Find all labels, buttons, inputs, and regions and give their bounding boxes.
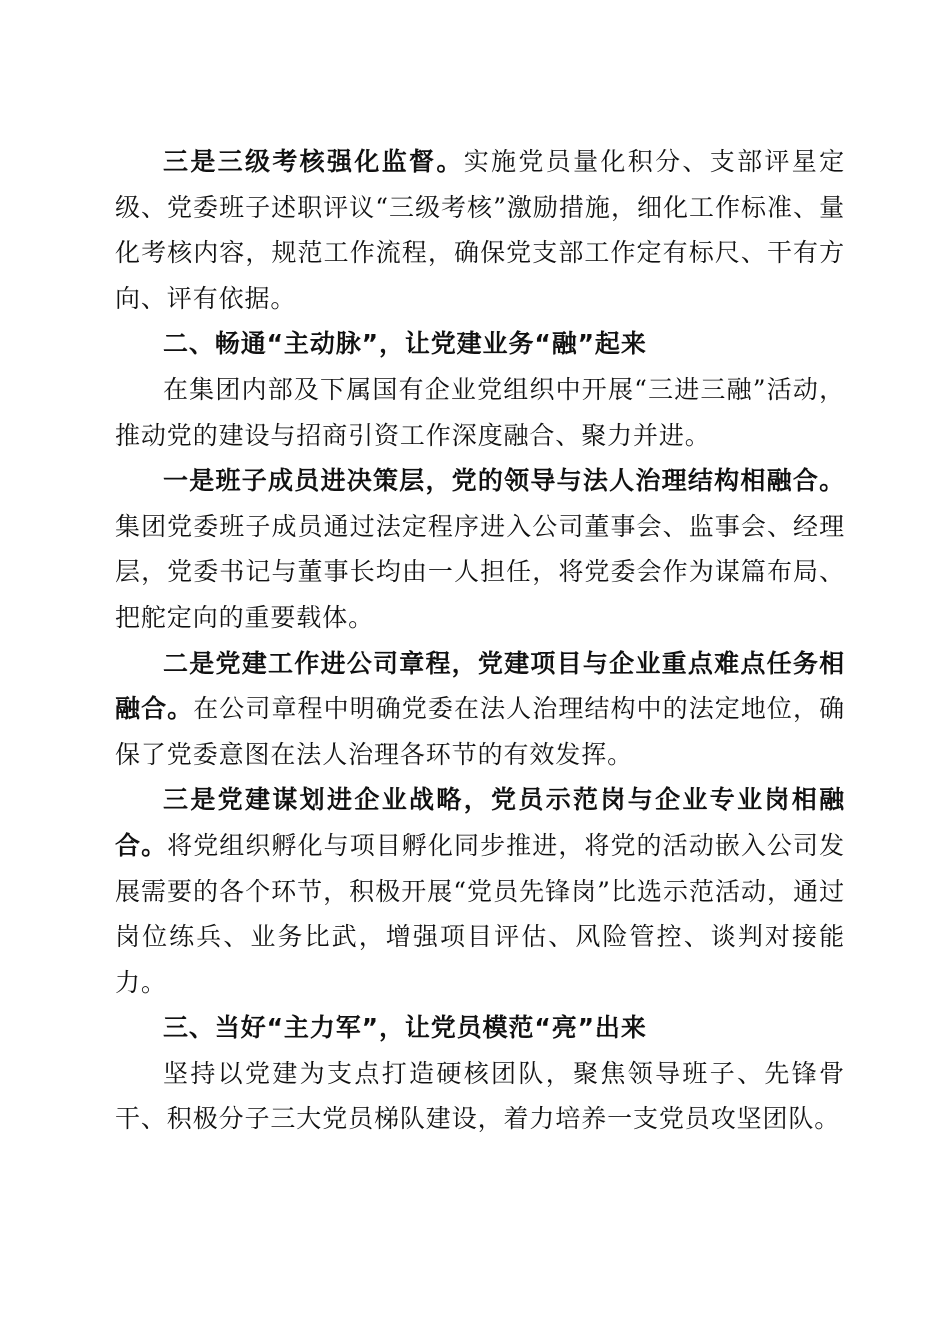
paragraph-body: 实施党员量化积分、支部评星定级、党委班子述职评议“三级考核”激励措施，细化工作标准、量化考核内容，规范工作流程，确保党支部工作定有标尺、干有方向、评有依据。	[115, 147, 845, 313]
document-body	[115, 139, 845, 1142]
paragraph-hardcore-team	[115, 1051, 845, 1142]
paragraph-three-level-assessment	[115, 139, 845, 321]
paragraph-lead: 三是三级考核强化监督。	[163, 147, 464, 176]
section-heading-three: 三、当好“主力军”，让党员模范“亮”出来	[163, 1013, 647, 1043]
paragraph-body: 在集团内部及下属国有企业党组织中开展“三进三融”活动，推动党的建设与招商引资工作深度融合、聚力并进。	[115, 374, 845, 450]
section-heading-two: 二、畅通“主动脉”，让党建业务“融”起来	[163, 329, 647, 359]
paragraph-body: 坚持以党建为支点打造硬核团队，聚焦领导班子、先锋骨干、积极分子三大党员梯队建设，着力培养一支党员攻坚团队。	[115, 1058, 845, 1134]
paragraph-lead: 一是班子成员进决策层，党的领导与法人治理结构相融合。	[163, 466, 845, 496]
paragraph-decision-layer	[115, 458, 845, 640]
paragraph-body: 将党组织孵化与项目孵化同步推进，将党的活动嵌入公司发展需要的各个环节，积极开展“党员先锋岗”比选示范活动，通过岗位练兵、业务比武，增强项目评估、风险管控、谈判对接能力。	[115, 830, 845, 997]
paragraph-three-in-three-fusion	[115, 367, 845, 458]
paragraph-body: 在公司章程中明确党委在法人治理结构中的法定地位，确保了党委意图在法人治理各环节的有效发挥。	[115, 694, 845, 769]
paragraph-lead: 二是党建工作进公司章程，党建项目与企业重点难点任务相融合。	[115, 648, 845, 724]
paragraph-company-charter	[115, 641, 845, 778]
paragraph-body: 集团党委班子成员通过法定程序进入公司董事会、监事会、经理层，党委书记与董事长均由一人担任，将党委会作为谋篇布局、把舵定向的重要载体。	[115, 511, 845, 632]
paragraph-lead: 三是党建谋划进企业战略，党员示范岗与企业专业岗相融合。	[115, 785, 845, 860]
paragraph-enterprise-strategy	[115, 777, 845, 1005]
